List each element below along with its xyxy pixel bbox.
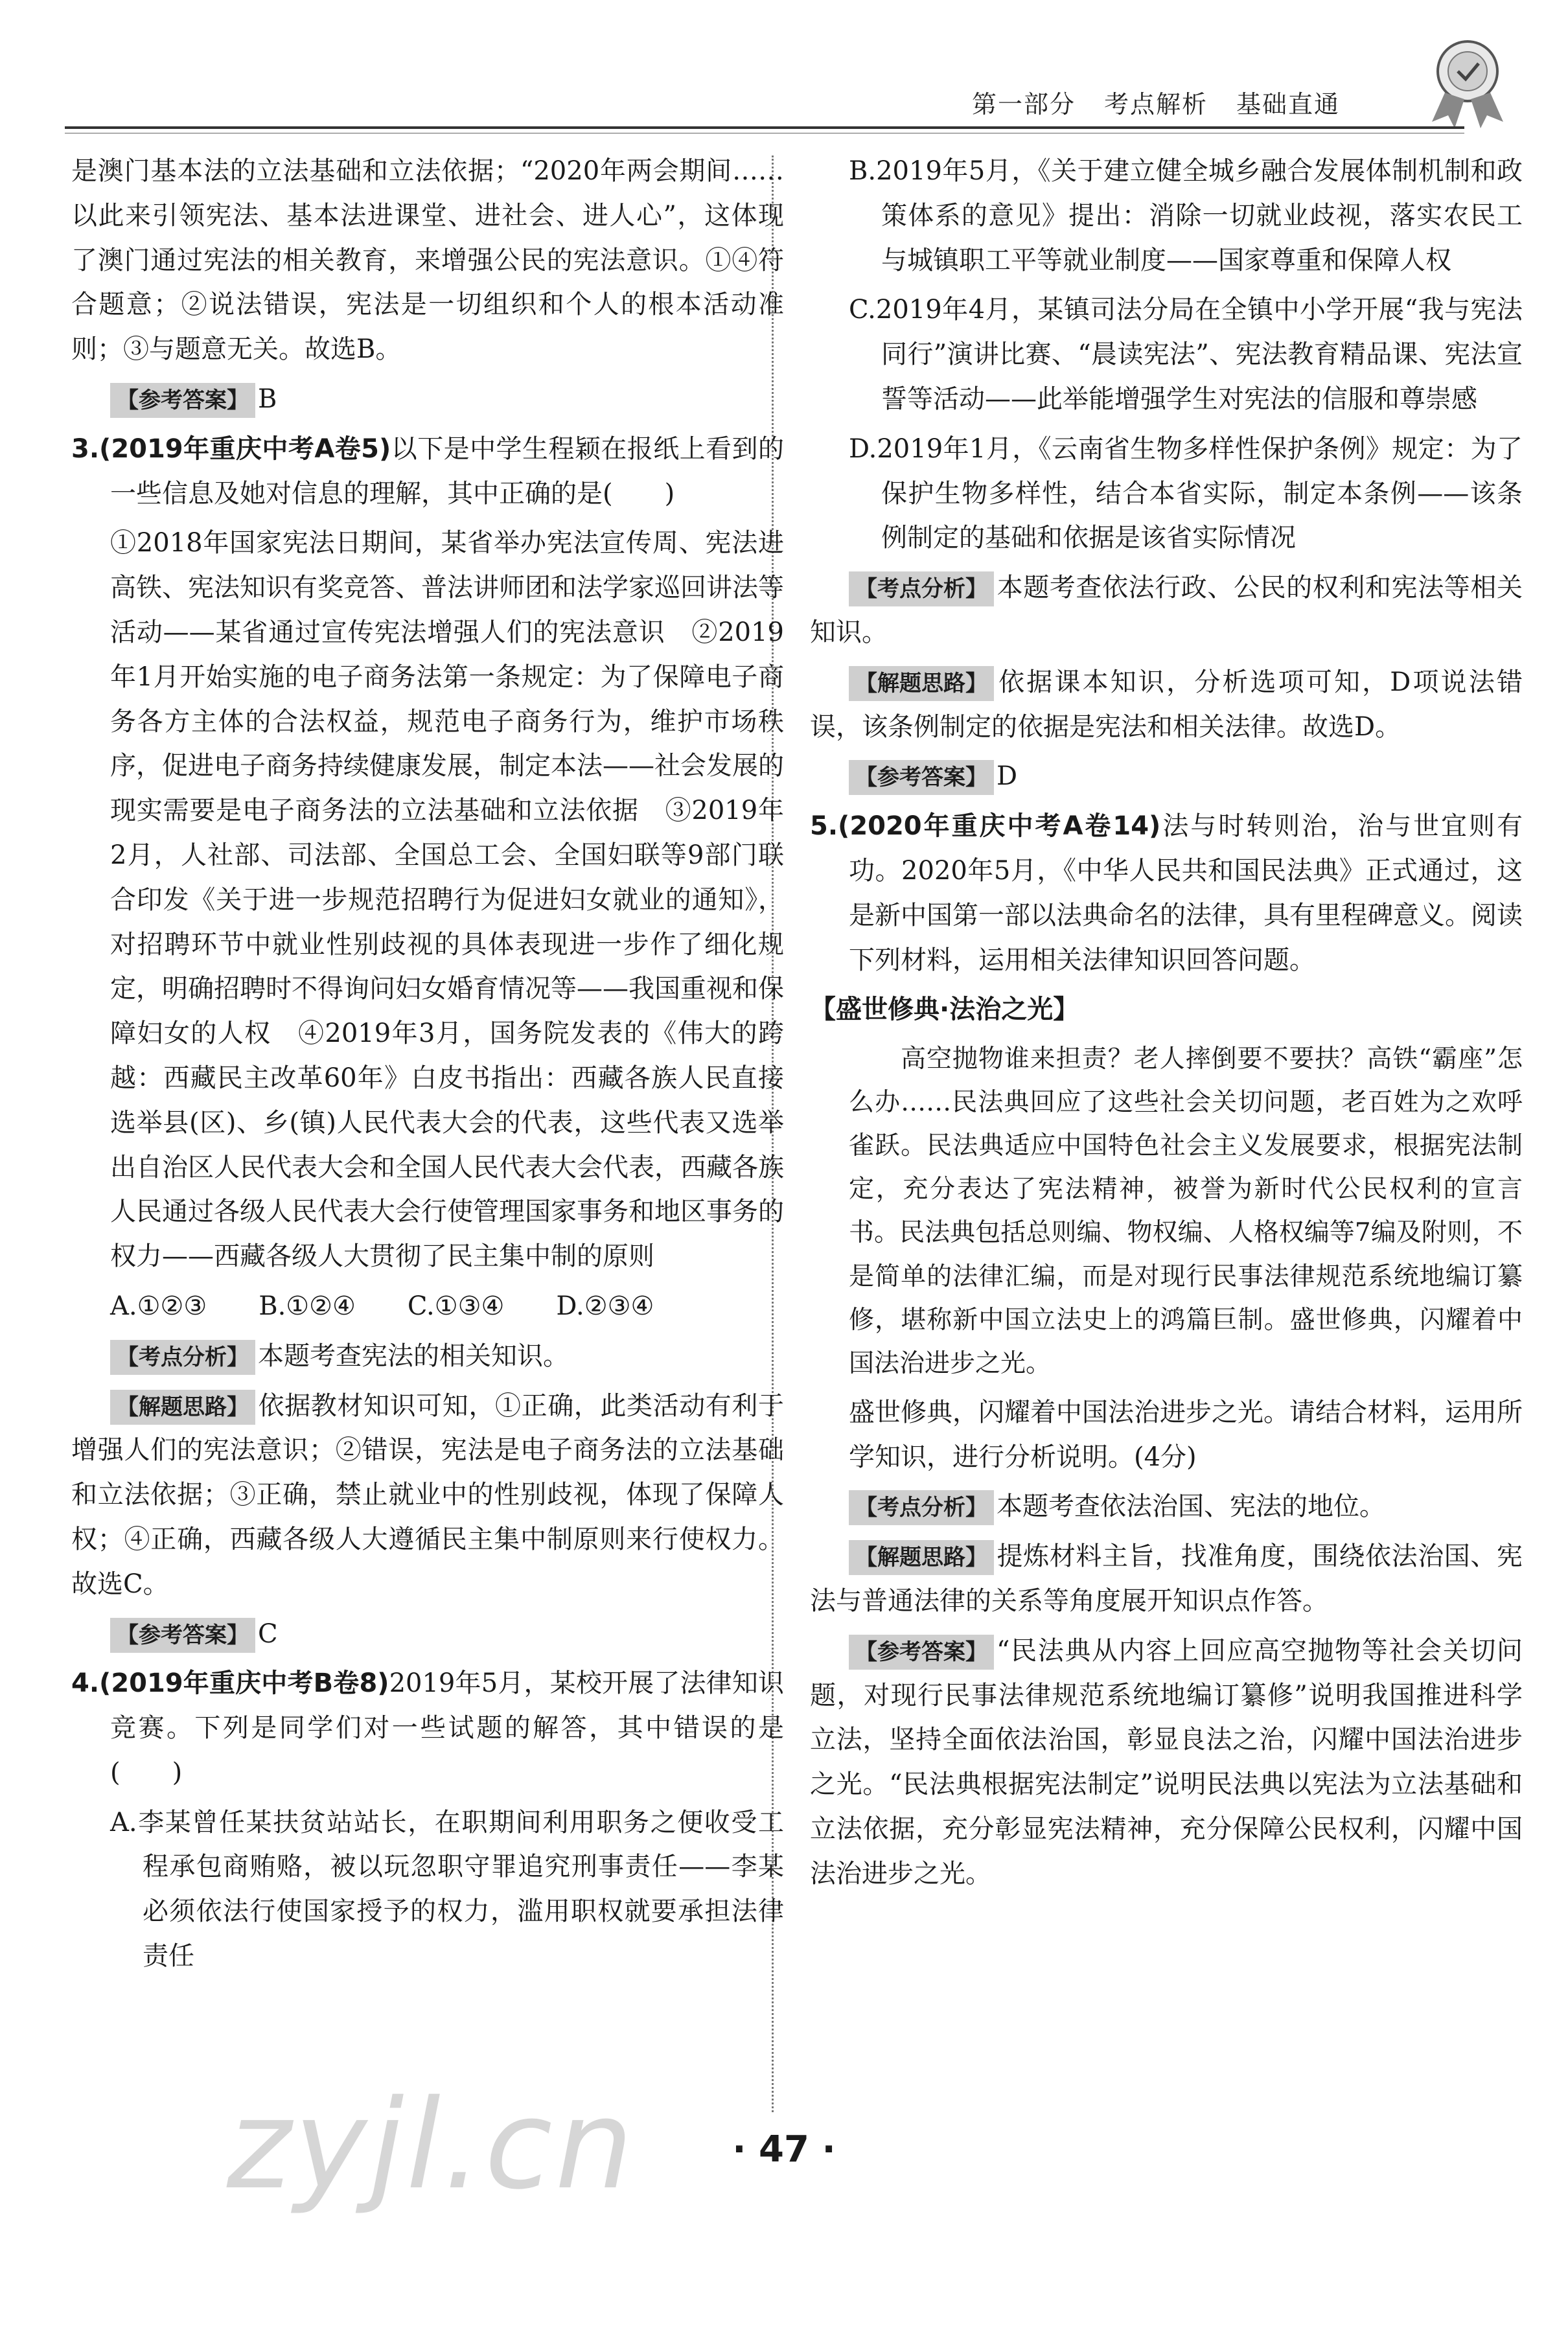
q2-answer: B: [258, 384, 277, 414]
q5-material-heading: 【盛世修典·法治之光】: [810, 995, 1079, 1025]
q4-stem-text: 2019年5月，某校开展了法律知识竞赛。下列是同学们对一些试题的解答，其中错误的是( ): [110, 1668, 784, 1788]
q4-silu: [810, 660, 1523, 750]
header-rule: [65, 126, 1464, 129]
watermark: zyjl.cn: [227, 2073, 636, 2217]
right-column: [810, 149, 1523, 1902]
q5-number: 5.: [810, 811, 838, 842]
q5-kaodian: [810, 1484, 1523, 1529]
q3-number: 3.: [71, 433, 100, 464]
q3-option-a: A.①②③: [110, 1291, 207, 1321]
q4-answer: D: [997, 761, 1018, 792]
q4-option-d: D.2019年1月，《云南省生物多样性保护条例》规定：为了保护生物多样性，结合本省实际，制定本条例——该条例制定的基础和依据是该省实际情况: [849, 433, 1523, 553]
header-part: 第一部分: [972, 90, 1076, 119]
q3-answer: C: [258, 1618, 278, 1649]
q4-kaodian-text: 本题考查依法行政、公民的权利和宪法等相关知识。: [810, 573, 1523, 647]
page-number: · 47 ·: [732, 2128, 836, 2171]
header-section: 考点解析: [1104, 90, 1208, 119]
q5-question: 盛世修典，闪耀着中国法治进步之光。请结合材料，运用所学知识，进行分析说明。(4分): [849, 1397, 1523, 1472]
q5-kaodian-text: 本题考查依法治国、宪法的地位。: [997, 1491, 1385, 1522]
q3-stem-text: 以下是中学生程颖在报纸上看到的一些信息及她对信息的理解，其中正确的是( ): [110, 433, 785, 509]
silu-tag: 【解题思路】: [849, 666, 994, 701]
q4-kaodian: [810, 566, 1523, 655]
q5-source: (2020年重庆中考A卷14): [838, 811, 1161, 842]
q3-option-c: C.①③④: [407, 1291, 505, 1321]
q4-stem: [71, 1661, 784, 1795]
q3-options: [71, 1284, 784, 1329]
q3-option-d: D.②③④: [556, 1291, 654, 1321]
answer-tag: 【参考答案】: [849, 760, 994, 795]
q3-silu-text: 依据教材知识可知，①正确，此类活动有利于增强人们的宪法意识；②错误，宪法是电子商务法的立法基础和立法依据；③正确，禁止就业中的性别歧视，体现了保障人权；④正确，西藏各级人大遵循民主集中制原则来行使权力。故选C。: [71, 1390, 784, 1599]
left-column: [71, 149, 784, 1984]
q5-answer: [810, 1629, 1523, 1896]
q3-stem: [71, 427, 784, 516]
q2-answer-line: [71, 377, 784, 422]
kaodian-tag: 【考点分析】: [849, 1490, 994, 1525]
answer-tag: 【参考答案】: [110, 1618, 255, 1653]
kaodian-tag: 【考点分析】: [110, 1340, 255, 1375]
q5-silu: [810, 1534, 1523, 1624]
q3-answer-line: [71, 1612, 784, 1657]
q5-material: 高空抛物谁来担责？老人摔倒要不要扶？高铁“霸座”怎么办……民法典回应了这些社会关切问题，老百姓为之欢呼雀跃。民法典适应中国特色社会主义发展要求，根据宪法制定，充分表达了宪法精神，被誉为新时代公民权利的宣言书。民法典包括总则编、物权编、人格权编等7编及附则，不是简单的法律汇编，而是对现行民事法律规范系统地编订纂修，堪称新中国立法史上的鸿篇巨制。盛世修典，闪耀着中国法治进步之光。: [849, 1044, 1523, 1378]
q5-answer-text: “民法典从内容上回应高空抛物等社会关切问题，对现行民事法律规范系统地编订纂修”说明我国推进科学立法，坚持全面依法治国，彰显良法之治，闪耀中国法治进步之光。“民法典根据宪法制定”说明民法典以宪法为立法基础和立法依据，充分彰显宪法精神，充分保障公民权利，闪耀中国法治进步之光。: [810, 1635, 1523, 1889]
q2-explanation-cont: 是澳门基本法的立法基础和立法依据；“2020年两会期间……以此来引领宪法、基本法进课堂、进社会、进人心”，这体现了澳门通过宪法的相关教育，来增强公民的宪法意识。①④符合题意；②说法错误，宪法是一切组织和个人的根本活动准则；③与题意无关。故选B。: [71, 156, 784, 365]
q3-option-b: B.①②④: [259, 1291, 356, 1321]
medal-icon: [1419, 31, 1516, 128]
q5-stem: [810, 804, 1523, 982]
q3-silu: [71, 1384, 784, 1607]
q3-body: ①2018年国家宪法日期间，某省举办宪法宣传周、宪法进高铁、宪法知识有奖竞答、普法讲师团和法学家巡回讲法等活动——某省通过宣传宪法增强人们的宪法意识 ②2019年1月开始实施的电子商务法第一条规定：为了保障电子商务各方主体的合法权益，规范电子商务行为，维护市场秩序，促进电子商务持续健康发展，制定本法——社会发展的现实需要是电子商务法的立法基础和立法依据 ③2019年2月，人社部、司法部、全国总工会、全国妇联等9部门联合印发《关于进一步规范招聘行为促进妇女就业的通知》，对招聘环节中就业性别歧视的具体表现进一步作了细化规定，明确招聘时不得询问妇女婚育情况等——我国重视和保障妇女的人权 ④2019年3月，国务院发表的《伟大的跨越：西藏民主改革60年》白皮书指出：西藏各族人民直接选举县(区)、乡(镇)人民代表大会的代表，这些代表又选举出自治区人民代表大会和全国人民代表大会代表，西藏各族人民通过各级人民代表大会行使管理国家事务和地区事务的权力——西藏各级人大贯彻了民主集中制的原则: [110, 528, 784, 1272]
q4-answer-line: [810, 754, 1523, 799]
silu-tag: 【解题思路】: [110, 1390, 255, 1425]
q4-silu-text: 依据课本知识，分析选项可知，D项说法错误，该条例制定的依据是宪法和相关法律。故选D。: [810, 667, 1523, 742]
q5-stem-text: 法与时转则治，治与世宜则有功。2020年5月，《中华人民共和国民法典》正式通过，这是新中国第一部以法典命名的法律，具有里程碑意义。阅读下列材料，运用相关法律知识回答问题。: [849, 811, 1523, 975]
q5-silu-text: 提炼材料主旨，找准角度，围绕依法治国、宪法与普通法律的关系等角度展开知识点作答。: [810, 1541, 1523, 1616]
q4-option-c: C.2019年4月，某镇司法分局在全镇中小学开展“我与宪法同行”演讲比赛、“晨读宪法”、宪法教育精品课、宪法宣誓等活动——此举能增强学生对宪法的信服和尊崇感: [849, 295, 1523, 414]
q4-option-a: A.李某曾任某扶贫站站长，在职期间利用职务之便收受工程承包商贿赂，被以玩忽职守罪追究刑事责任——李某必须依法行使国家授予的权力，滥用职权就要承担法律责任: [110, 1807, 784, 1972]
q3-source: (2019年重庆中考A卷5): [99, 433, 391, 464]
answer-tag: 【参考答案】: [110, 383, 255, 418]
kaodian-tag: 【考点分析】: [849, 571, 994, 606]
q4-option-b: B.2019年5月，《关于建立健全城乡融合发展体制机制和政策体系的意见》提出：消除一切就业歧视，落实农民工与城镇职工平等就业制度——国家尊重和保障人权: [849, 156, 1523, 275]
q4-source: (2019年重庆中考B卷8): [99, 1668, 389, 1699]
q3-kaodian: [71, 1334, 784, 1379]
header-mode: 基础直通: [1236, 90, 1341, 119]
q3-kaodian-text: 本题考查宪法的相关知识。: [258, 1341, 569, 1371]
running-header: [972, 84, 1438, 130]
silu-tag: 【解题思路】: [849, 1540, 994, 1575]
answer-tag: 【参考答案】: [849, 1635, 994, 1670]
q4-number: 4.: [71, 1668, 100, 1699]
